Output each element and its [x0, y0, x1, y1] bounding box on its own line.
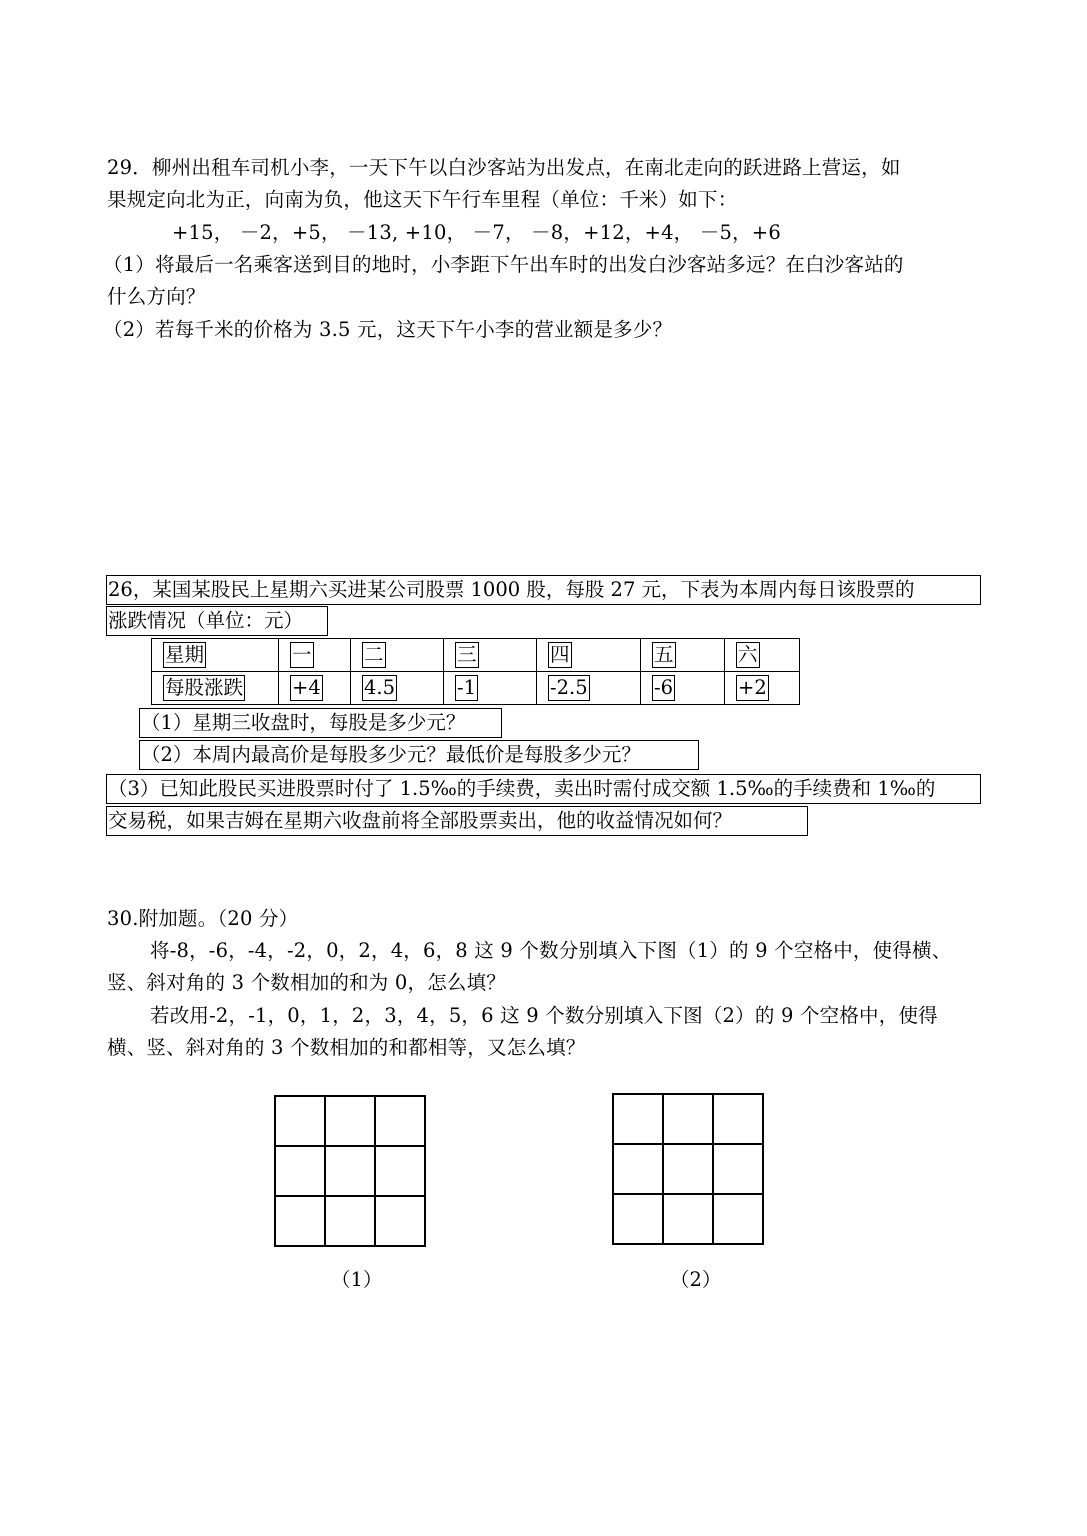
grid-cell[interactable] — [663, 1094, 713, 1144]
table-row-changes — [152, 672, 800, 705]
q30-p2-line1: 若改用-2，-1，0，1，2，3，4，5，6 这 9 个数分别填入下图（2）的 9 个空格中，使得 — [150, 1004, 938, 1027]
day-cell: 一 — [279, 639, 351, 672]
row-header-weekday: 星期 — [152, 639, 279, 672]
grid-cell[interactable] — [663, 1144, 713, 1194]
grid-cell[interactable] — [325, 1196, 375, 1246]
grid-cell[interactable] — [663, 1194, 713, 1244]
grid-1-caption: （1） — [331, 1268, 383, 1291]
q29-sub1-line1: （1）将最后一名乘客送到目的地时，小李距下午出车时的出发白沙客站多远？在白沙客站的 — [103, 253, 904, 276]
day-cell: 二 — [351, 639, 444, 672]
grid-cell[interactable] — [325, 1096, 375, 1146]
grid-cell[interactable] — [613, 1144, 663, 1194]
grid-cell[interactable] — [613, 1094, 663, 1144]
day-cell: 四 — [537, 639, 641, 672]
grid-cell[interactable] — [375, 1196, 425, 1246]
grid-cell[interactable] — [275, 1146, 325, 1196]
q26-sub3-line1: （3）已知此股民买进股票时付了 1.5‰的手续费，卖出时需付成交额 1.5‰的手续费和 1‰的 — [106, 774, 981, 804]
q26-line2: 涨跌情况（单位：元） — [106, 606, 328, 636]
grid-cell[interactable] — [613, 1194, 663, 1244]
q30-p1-line1: 将-8，-6，-4，-2，0，2，4，6，8 这 9 个数分别填入下图（1）的 9 个空格中，使得横、 — [150, 939, 952, 962]
grid-cell[interactable] — [275, 1196, 325, 1246]
q26-sub3-line2: 交易税，如果吉姆在星期六收盘前将全部股票卖出，他的收益情况如何？ — [106, 806, 808, 836]
grid-cell[interactable] — [375, 1096, 425, 1146]
q26-sub1: （1）星期三收盘时，每股是多少元？ — [139, 708, 502, 738]
change-cell: +2 — [725, 672, 800, 705]
row-header-change: 每股涨跌 — [152, 672, 279, 705]
q30-p2-line2: 横、竖、斜对角的 3 个数相加的和都相等，又怎么填？ — [107, 1036, 586, 1059]
grid-cell[interactable] — [275, 1096, 325, 1146]
q30-p1-line2: 竖、斜对角的 3 个数相加的和为 0，怎么填？ — [107, 971, 507, 994]
q26-line1: 26，某国某股民上星期六买进某公司股票 1000 股，每股 27 元，下表为本周内每日该股票的 — [106, 575, 981, 605]
grid-cell[interactable] — [713, 1094, 763, 1144]
q29-sub2: （2）若每千米的价格为 3.5 元，这天下午小李的营业额是多少？ — [103, 318, 673, 341]
day-cell: 六 — [725, 639, 800, 672]
grid-2-caption: （2） — [670, 1268, 722, 1291]
change-cell: +4 — [279, 672, 351, 705]
stock-change-table — [151, 638, 800, 705]
day-cell: 五 — [641, 639, 725, 672]
change-cell: -1 — [444, 672, 537, 705]
q26-sub2: （2）本周内最高价是每股多少元？最低价是每股多少元？ — [139, 740, 699, 770]
table-row-days — [152, 639, 800, 672]
day-cell: 三 — [444, 639, 537, 672]
change-cell: 4.5 — [351, 672, 444, 705]
grid-cell[interactable] — [375, 1146, 425, 1196]
grid-cell[interactable] — [325, 1146, 375, 1196]
magic-square-grid-2 — [612, 1093, 764, 1245]
q30-title: 30.附加题。（20 分） — [107, 907, 299, 930]
q29-line2: 果规定向北为正，向南为负，他这天下午行车里程（单位：千米）如下： — [107, 188, 738, 211]
q29-sub1-line2: 什么方向？ — [107, 285, 206, 308]
q29-line1: 29．柳州出租车司机小李，一天下午以白沙客站为出发点，在南北走向的跃进路上营运，如 — [107, 156, 901, 179]
magic-square-grid-1 — [274, 1095, 426, 1247]
grid-cell[interactable] — [713, 1144, 763, 1194]
q29-mileage-data: +15， －2，+5， －13, +10， －7， －8，+12，+4， －5，+6 — [172, 221, 781, 244]
grid-cell[interactable] — [713, 1194, 763, 1244]
change-cell: -6 — [641, 672, 725, 705]
change-cell: -2.5 — [537, 672, 641, 705]
